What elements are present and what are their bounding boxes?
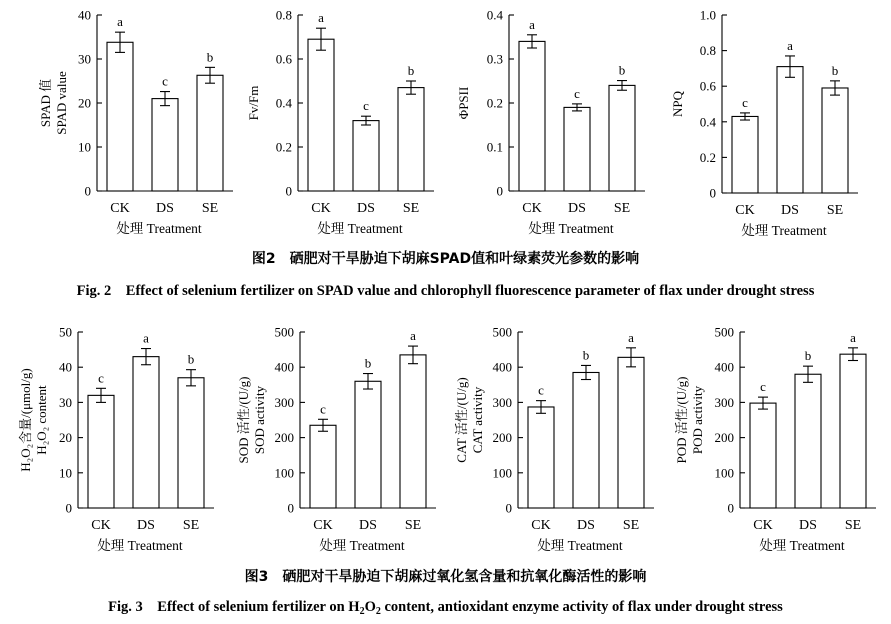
y-axis-title: SPAD value — [54, 71, 69, 135]
bar-ck — [107, 42, 133, 191]
significance-letter: c — [742, 94, 748, 110]
y-tick-label: 0.8 — [699, 43, 716, 59]
x-axis-title: 处理 Treatment — [759, 538, 845, 553]
x-axis-title: 处理 Treatment — [317, 221, 403, 236]
y-tick-label: 0.4 — [275, 95, 292, 111]
y-axis-title: H₂O₂ content — [34, 385, 49, 455]
y-tick-label: 1.0 — [699, 7, 716, 23]
y-tick-label: 300 — [274, 394, 294, 410]
y-tick-label: 100 — [714, 465, 734, 481]
fig3-caption-en-part2: O — [364, 599, 376, 615]
fig3-caption-en-part1: Fig. 3 Effect of selenium fertilizer on H — [108, 599, 360, 615]
chart-panel-8 — [674, 325, 876, 554]
bar-se — [609, 85, 635, 191]
y-tick-label: 300 — [714, 394, 734, 410]
chart-panel-1 — [38, 8, 233, 237]
y-axis-title: SOD 活性/(U/g) — [236, 376, 251, 464]
y-tick-label: 0.8 — [275, 7, 292, 23]
x-tick-label: DS — [577, 518, 595, 533]
y-tick-label: 300 — [492, 394, 512, 410]
y-axis-title: POD 活性/(U/g) — [674, 376, 689, 464]
bar-se — [398, 88, 424, 191]
fig3-caption-en-sub2: 2 — [375, 606, 381, 617]
x-axis-title: 处理 Treatment — [528, 221, 614, 236]
significance-letter: b — [831, 62, 839, 78]
y-tick-label: 10 — [59, 465, 72, 481]
significance-letter: b — [582, 347, 590, 363]
x-axis-title: 处理 Treatment — [116, 221, 202, 236]
bar-ck — [750, 403, 776, 508]
y-tick-label: 40 — [78, 7, 91, 23]
bar-se — [178, 378, 204, 508]
y-tick-label: 10 — [78, 139, 91, 155]
x-tick-label: DS — [568, 201, 586, 216]
significance-letter: a — [850, 329, 856, 345]
y-tick-label: 100 — [492, 465, 512, 481]
chart-panel-3 — [456, 8, 645, 237]
significance-letter: a — [117, 14, 123, 30]
x-tick-label: DS — [137, 518, 155, 533]
y-axis-title: SPAD 值 — [38, 78, 53, 128]
significance-letter: c — [98, 370, 104, 386]
bar-ck — [308, 39, 334, 191]
x-tick-label: SE — [826, 203, 844, 218]
y-tick-label: 0.2 — [486, 95, 503, 111]
x-tick-label: SE — [201, 201, 219, 216]
y-tick-label: 500 — [492, 324, 512, 340]
bar-ds — [133, 357, 159, 508]
x-tick-label: CK — [735, 203, 755, 218]
significance-letter: c — [538, 382, 544, 398]
y-tick-label: 200 — [274, 430, 294, 446]
y-tick-label: 200 — [492, 430, 512, 446]
bar-ds — [564, 107, 590, 191]
bar-ck — [528, 407, 554, 508]
y-tick-label: 500 — [274, 324, 294, 340]
y-tick-label: 400 — [714, 359, 734, 375]
y-tick-label: 0.4 — [699, 114, 716, 130]
x-tick-label: CK — [311, 201, 331, 216]
x-axis-title: 处理 Treatment — [97, 538, 183, 553]
y-tick-label: 30 — [59, 394, 72, 410]
bar-se — [618, 357, 644, 508]
y-tick-label: 0 — [65, 500, 72, 516]
x-axis-title: 处理 Treatment — [741, 223, 827, 238]
x-tick-label: CK — [531, 518, 551, 533]
fig3-caption-en-part3: content, antioxidant enzyme activity of flax under drought stress — [380, 599, 783, 615]
bar-se — [197, 75, 223, 191]
chart-panel-4 — [670, 8, 858, 239]
fig2-caption-en: Fig. 2 Effect of selenium fertilizer on SPAD value and chlorophyll fluorescence parameter of flax under drought stress — [76, 283, 815, 299]
significance-letter: b — [206, 49, 214, 65]
x-tick-label: DS — [781, 203, 799, 218]
x-tick-label: DS — [359, 518, 377, 533]
x-tick-label: SE — [404, 518, 422, 533]
x-tick-label: CK — [91, 518, 111, 533]
y-axis-title: CAT activity — [470, 386, 485, 454]
y-axis-title: ΦPSII — [456, 86, 471, 120]
bar-ck — [88, 395, 114, 508]
bar-ds — [795, 374, 821, 508]
significance-letter: a — [410, 328, 416, 344]
y-tick-label: 400 — [274, 359, 294, 375]
fig3-caption-cn: 图3 硒肥对干旱胁迫下胡麻过氧化氢含量和抗氧化酶活性的影响 — [244, 569, 647, 585]
chart-panel-7 — [454, 325, 654, 554]
y-tick-label: 400 — [492, 359, 512, 375]
significance-letter: b — [804, 348, 812, 364]
bar-ds — [353, 121, 379, 191]
significance-letter: b — [618, 62, 626, 78]
y-tick-label: 0 — [84, 183, 91, 199]
bar-ck — [519, 41, 545, 191]
x-tick-label: SE — [622, 518, 640, 533]
y-axis-title: NPQ — [670, 90, 685, 118]
significance-letter: a — [318, 10, 324, 26]
significance-letter: c — [162, 73, 168, 89]
y-tick-label: 0 — [727, 500, 734, 516]
y-tick-label: 500 — [714, 324, 734, 340]
x-tick-label: SE — [844, 518, 862, 533]
significance-letter: b — [187, 351, 195, 367]
y-tick-label: 0 — [496, 183, 503, 199]
x-tick-label: SE — [402, 201, 420, 216]
y-tick-label: 20 — [59, 430, 72, 446]
bar-ds — [573, 372, 599, 508]
significance-letter: b — [364, 355, 372, 371]
significance-letter: c — [363, 98, 369, 114]
y-tick-label: 200 — [714, 430, 734, 446]
bar-ds — [355, 381, 381, 508]
y-tick-label: 100 — [274, 465, 294, 481]
x-tick-label: CK — [110, 201, 130, 216]
bar-ck — [310, 425, 336, 508]
y-tick-label: 0 — [505, 500, 512, 516]
x-tick-label: CK — [522, 201, 542, 216]
y-tick-label: 20 — [78, 95, 91, 111]
significance-letter: b — [407, 63, 415, 78]
bar-se — [822, 88, 848, 193]
y-tick-label: 0.1 — [486, 139, 503, 155]
x-tick-label: DS — [156, 201, 174, 216]
bar-ds — [777, 67, 803, 193]
bar-se — [400, 355, 426, 508]
x-tick-label: SE — [182, 518, 200, 533]
significance-letter: a — [143, 330, 149, 346]
y-tick-label: 0.6 — [699, 78, 716, 94]
significance-letter: c — [320, 401, 326, 417]
y-axis-title: CAT 活性/(U/g) — [454, 377, 469, 463]
y-tick-label: 0.6 — [275, 51, 292, 67]
significance-letter: c — [760, 379, 766, 395]
x-tick-label: CK — [313, 518, 333, 533]
chart-panel-5 — [18, 325, 214, 554]
y-tick-label: 0.4 — [486, 7, 503, 23]
fig2-caption-cn: 图2 硒肥对干旱胁迫下胡麻SPAD值和叶绿素荧光参数的影响 — [251, 251, 640, 267]
y-tick-label: 0.2 — [699, 149, 716, 165]
significance-letter: a — [787, 37, 793, 53]
y-axis-title: POD activity — [690, 385, 705, 455]
bar-ds — [152, 99, 178, 191]
fig3-caption-en-sub1: 2 — [359, 606, 365, 617]
significance-letter: c — [574, 85, 580, 101]
y-tick-label: 40 — [59, 359, 72, 375]
y-tick-label: 30 — [78, 51, 91, 67]
x-axis-title: 处理 Treatment — [319, 538, 405, 553]
x-axis-title: 处理 Treatment — [537, 538, 623, 553]
y-tick-label: 50 — [59, 324, 72, 340]
y-tick-label: 0.3 — [486, 51, 503, 67]
fig3-caption-en — [0, 595, 891, 616]
bar-ck — [732, 116, 758, 193]
y-tick-label: 0 — [287, 500, 294, 516]
bar-se — [840, 354, 866, 508]
significance-letter: a — [628, 329, 634, 345]
x-tick-label: DS — [357, 201, 375, 216]
y-tick-label: 0 — [709, 185, 716, 201]
y-tick-label: 0 — [285, 183, 292, 199]
chart-panel-2 — [246, 8, 434, 237]
x-tick-label: SE — [613, 201, 631, 216]
y-axis-title: H₂O₂含量/(μmol/g) — [18, 368, 33, 472]
x-tick-label: CK — [753, 518, 773, 533]
y-tick-label: 0.2 — [275, 139, 292, 155]
y-axis-title: SOD activity — [252, 385, 267, 455]
significance-letter: a — [529, 16, 535, 32]
y-axis-title: Fv/Fm — [246, 85, 261, 121]
chart-panel-6 — [236, 325, 436, 554]
x-tick-label: DS — [799, 518, 817, 533]
